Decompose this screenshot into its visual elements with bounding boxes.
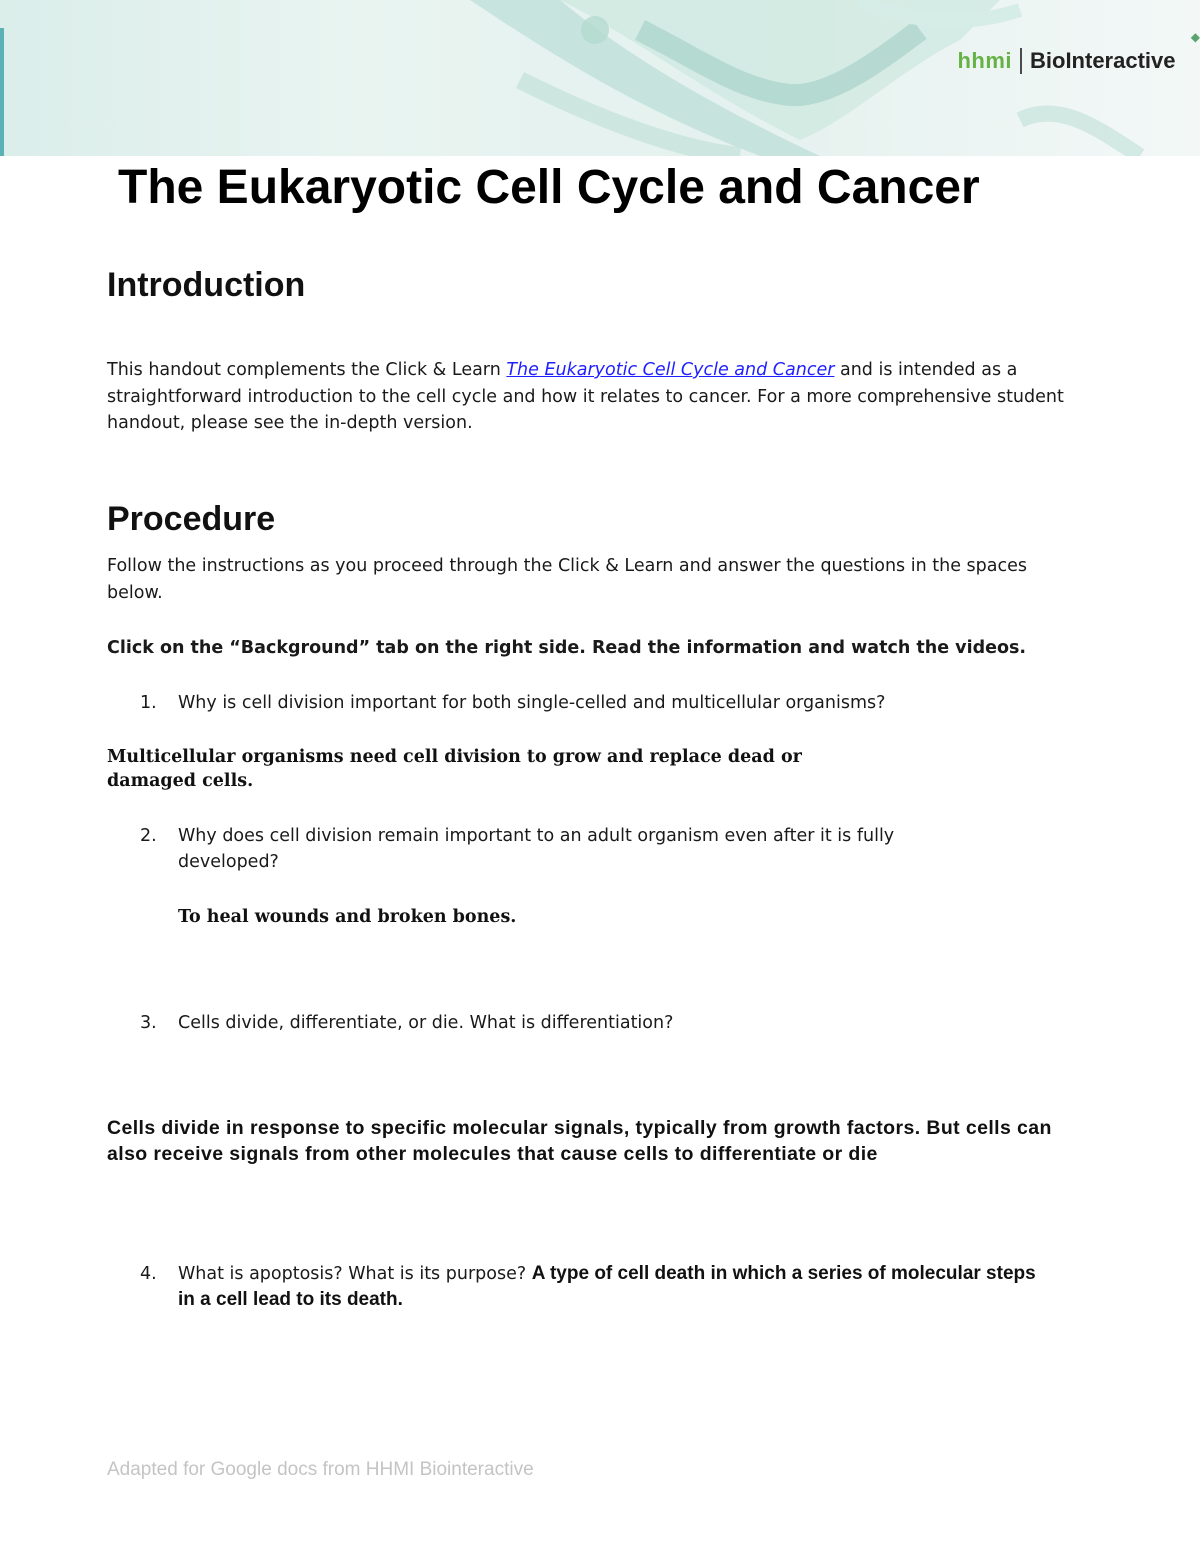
question-text: What is apoptosis? What is its purpose? <box>178 1264 532 1284</box>
introduction-paragraph <box>107 357 1067 437</box>
question-number: 3. <box>140 1013 157 1033</box>
logo-mark-icon: ◆ <box>1190 30 1200 44</box>
question-2 <box>140 823 900 875</box>
answer-4: A type of cell death in which a series of molecular steps in a cell lead to its death. <box>178 1263 1036 1310</box>
header-banner <box>0 0 1200 156</box>
question-number: 4. <box>140 1264 157 1284</box>
page-title: The Eukaryotic Cell Cycle and Cancer <box>118 161 980 214</box>
question-text: Cells divide, differentiate, or die. What is differentiation? <box>178 1013 674 1033</box>
click-and-learn-link[interactable]: The Eukaryotic Cell Cycle and Cancer <box>506 360 835 380</box>
banner-swirl-graphic <box>0 0 1200 156</box>
question-number: 1. <box>140 693 157 713</box>
procedure-instructions: Follow the instructions as you proceed through the Click & Learn and answer the questions in the spaces below. <box>107 556 1027 603</box>
logo-brand-text: BioInteractive <box>1030 48 1176 73</box>
question-1 <box>140 690 900 716</box>
question-4 <box>140 1261 1040 1313</box>
footer-attribution: Adapted for Google docs from HHMI Biointeractive <box>107 1459 534 1480</box>
background-tab-instruction: Click on the “Background” tab on the right side. Read the information and watch the videos. <box>107 638 1027 658</box>
answer-1: Multicellular organisms need cell division to grow and replace dead or damaged cells. <box>107 747 802 791</box>
procedure-heading: Procedure <box>107 500 276 538</box>
question-text: Why is cell division important for both single-celled and multicellular organisms? <box>178 693 886 713</box>
intro-text-before-link: This handout complements the Click & Learn <box>107 360 507 380</box>
logo-hhmi-text: hhmi <box>957 48 1012 73</box>
question-text: Why does cell division remain important to an adult organism even after it is fully developed? <box>178 826 895 872</box>
answer-2: To heal wounds and broken bones. <box>178 907 517 927</box>
logo-divider <box>1020 48 1022 74</box>
question-3 <box>140 1010 900 1036</box>
question-number: 2. <box>140 826 157 846</box>
hhmi-biointeractive-logo <box>957 48 1200 74</box>
answer-3: Cells divide in response to specific molecular signals, typically from growth factors. But cells can also receive signals from other molecules that cause cells to differentiate or die <box>107 1117 1052 1165</box>
introduction-heading: Introduction <box>107 266 306 304</box>
intro-text-after-link: and is intended as a straightforward introduction to the cell cycle and how it relates to cancer. For a more comprehensive student handout, please see the in-depth version. <box>107 360 1064 433</box>
